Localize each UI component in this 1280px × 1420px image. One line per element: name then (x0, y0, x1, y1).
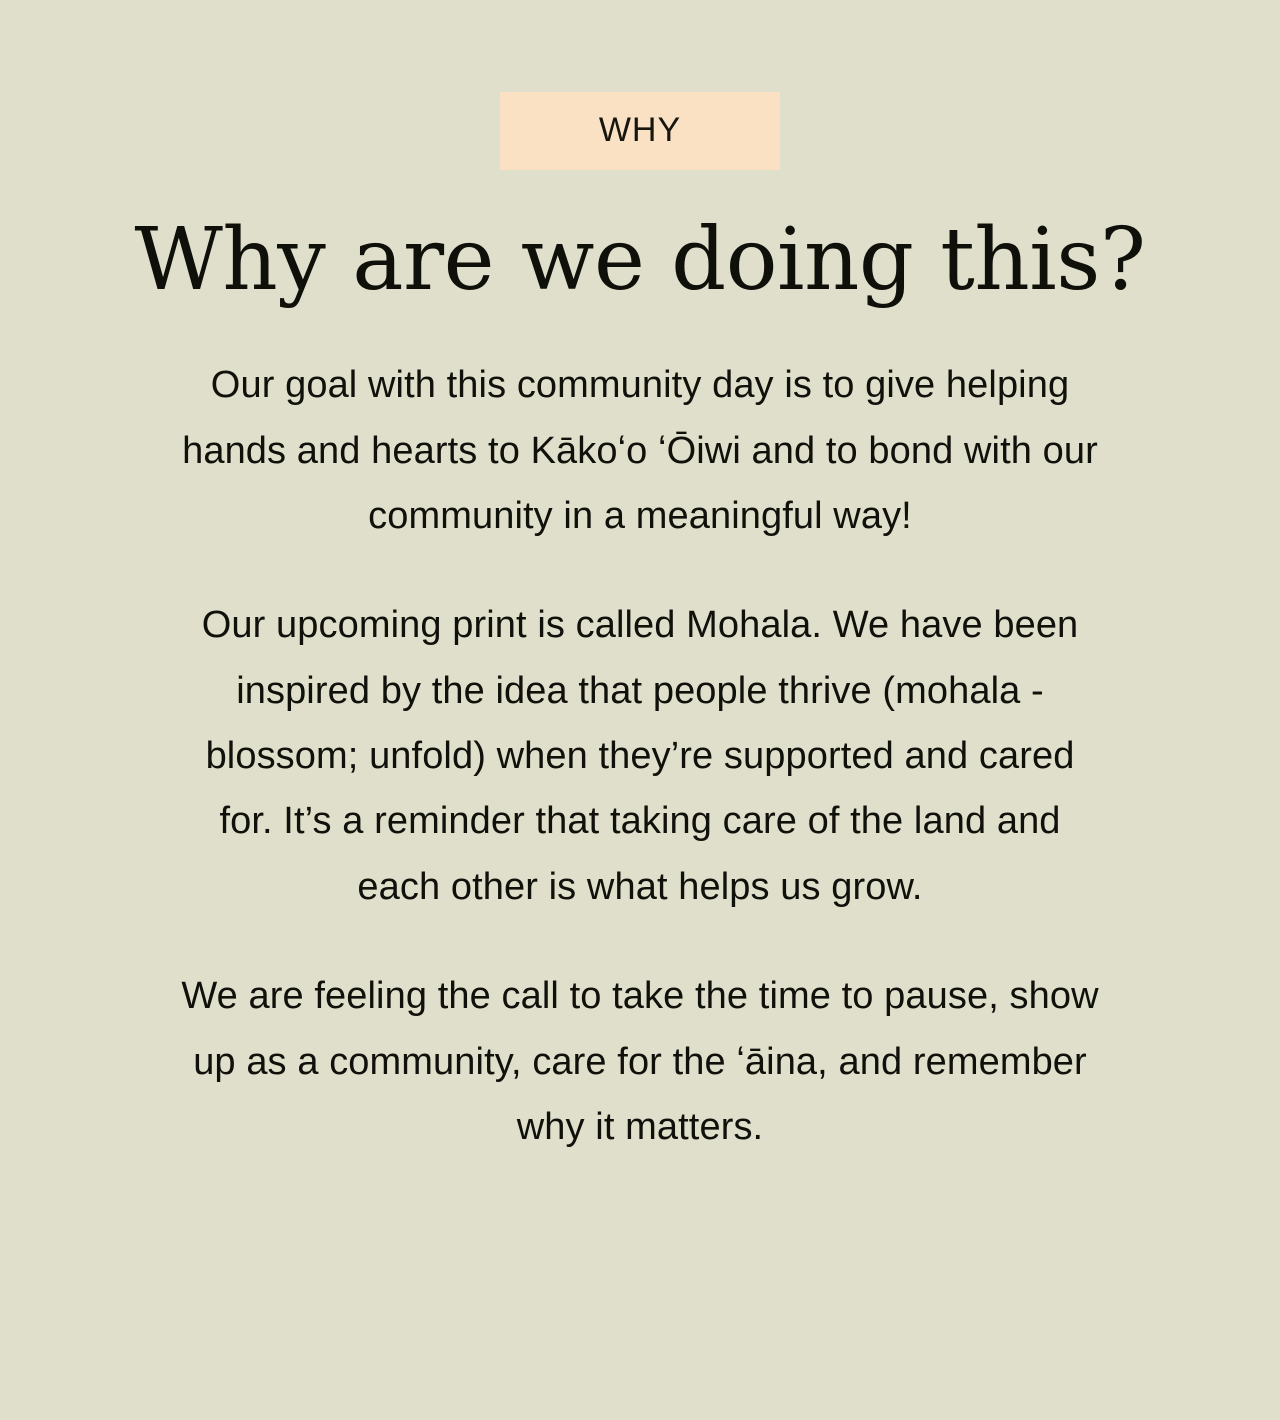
paragraph-goal: Our goal with this community day is to give helping hands and hearts to Kākoʻo ʻŌiwi and to bond with our community in a meaningful way! (182, 364, 1098, 538)
page-title: Why are we doing this? (134, 210, 1146, 310)
section-eyebrow-badge: WHY (500, 92, 780, 170)
body-copy (180, 353, 1100, 1160)
paragraph-mohala: Our upcoming print is called Mohala. We have been inspired by the idea that people thrive (mohala - blossom; unfold) when they’re supported and cared for. It’s a reminder that taking care of the land and each other is what helps us grow. (201, 604, 1079, 908)
paragraph-call: We are feeling the call to take the time to pause, show up as a community, care for the ʻāina, and remember why it matters. (181, 975, 1099, 1148)
